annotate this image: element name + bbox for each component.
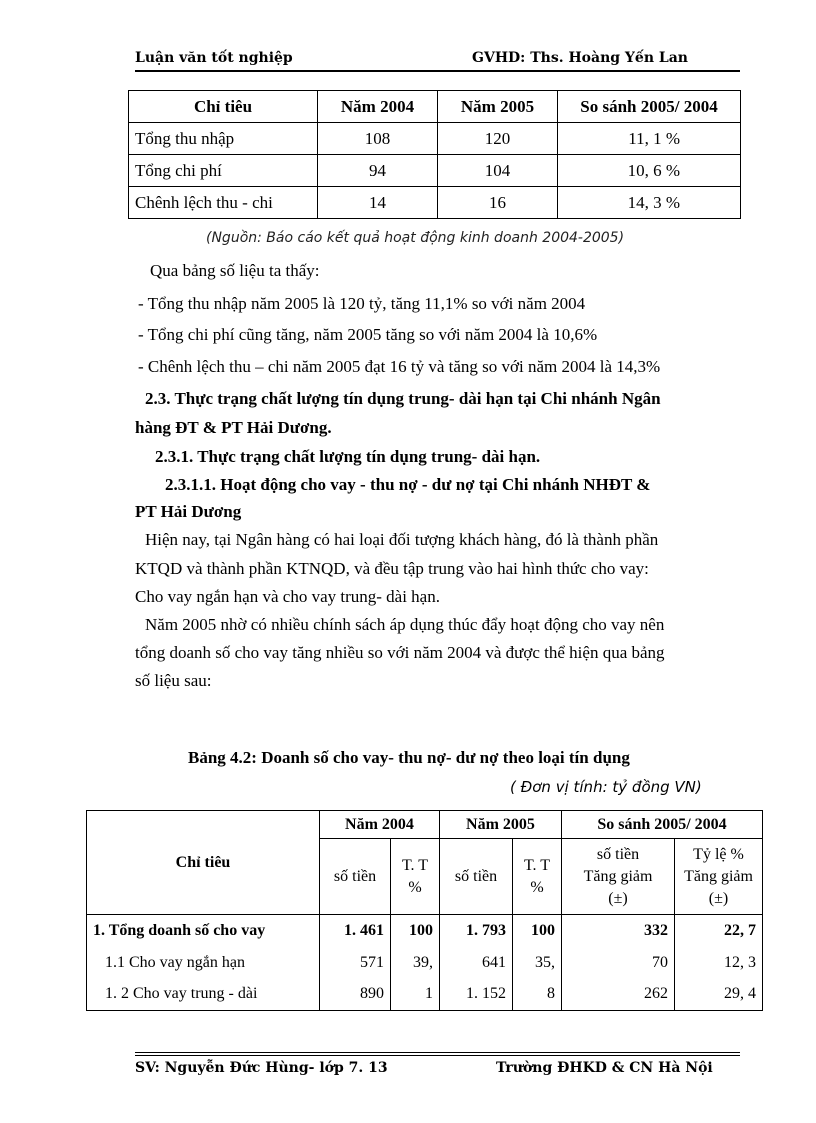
table-cell: Chênh lệch thu - chi xyxy=(129,187,318,219)
table-cell: Tổng chi phí xyxy=(129,155,318,187)
col-header xyxy=(675,839,763,915)
section-heading: 2.3. Thực trạng chất lượng tín dụng trung- dài hạn tại Chi nhánh Ngân xyxy=(145,389,661,408)
table-cell: 14, 3 % xyxy=(558,187,741,219)
paragraph: Qua bảng số liệu ta thấy: xyxy=(150,261,320,280)
table-row xyxy=(129,187,741,219)
bullet: - Tổng thu nhập năm 2005 là 120 tỷ, tăng 11,1% so với năm 2004 xyxy=(138,294,586,313)
paragraph: Hiện nay, tại Ngân hàng có hai loại đối tượng khách hàng, đó là thành phần xyxy=(145,530,659,549)
bullet: - Tổng chi phí cũng tăng, năm 2005 tăng so với năm 2004 là 10,6% xyxy=(138,325,598,344)
table-cell: 1.1 Cho vay ngắn hạn xyxy=(87,947,320,979)
col-header xyxy=(562,839,675,915)
table-header-row xyxy=(129,91,741,123)
table-cell: 332 xyxy=(562,915,675,947)
col-header: Năm 2004 xyxy=(318,91,438,123)
col-header-line: T. T xyxy=(523,856,551,874)
col-header: Năm 2004 xyxy=(320,811,440,839)
paragraph: Cho vay ngắn hạn và cho vay trung- dài hạn. xyxy=(135,587,440,606)
table-cell: 108 xyxy=(318,123,438,155)
col-header: Chỉ tiêu xyxy=(129,91,318,123)
section-heading: hàng ĐT & PT Hải Dương. xyxy=(135,418,332,437)
col-header: số tiền xyxy=(440,839,513,915)
footer-rule-top xyxy=(135,1052,740,1053)
income-table xyxy=(128,90,741,219)
col-header-line: Tỷ lệ % xyxy=(693,845,744,863)
table-row xyxy=(129,155,741,187)
table-cell: 94 xyxy=(318,155,438,187)
table-unit: ( Đơn vị tính: tỷ đồng VN) xyxy=(510,778,702,796)
bullet: - Chênh lệch thu – chi năm 2005 đạt 16 tỷ và tăng so với năm 2004 là 14,3% xyxy=(138,357,661,376)
table-cell: 70 xyxy=(562,947,675,979)
footer-left: SV: Nguyễn Đức Hùng- lớp 7. 13 xyxy=(135,1060,388,1076)
table-cell: 35, xyxy=(513,947,562,979)
col-header: Năm 2005 xyxy=(438,91,558,123)
subsubsection-heading: PT Hải Dương xyxy=(135,502,242,521)
footer-rule-bottom xyxy=(135,1055,740,1056)
header-rule xyxy=(135,70,740,72)
loan-table xyxy=(86,810,763,1011)
table-cell: 262 xyxy=(562,979,675,1011)
paragraph: tổng doanh số cho vay tăng nhiều so với năm 2004 và được thể hiện qua bảng xyxy=(135,643,665,662)
table-cell: 14 xyxy=(318,187,438,219)
col-header-line: % xyxy=(408,878,422,896)
paragraph: Năm 2005 nhờ có nhiều chính sách áp dụng thúc đẩy hoạt động cho vay nên xyxy=(145,615,665,634)
col-header-line: (±) xyxy=(608,889,628,907)
paragraph: KTQD và thành phần KTNQD, và đều tập trung vào hai hình thức cho vay: xyxy=(135,559,649,578)
table-cell: 10, 6 % xyxy=(558,155,741,187)
table-cell: 1. 461 xyxy=(320,915,391,947)
table-title: Bảng 4.2: Doanh số cho vay- thu nợ- dư nợ theo loại tín dụng xyxy=(188,748,630,767)
col-header-line: % xyxy=(530,878,544,896)
table-cell: Tổng thu nhập xyxy=(129,123,318,155)
table-cell: 22, 7 xyxy=(675,915,763,947)
col-header-line: số tiền xyxy=(596,845,640,863)
col-header-line: T. T xyxy=(401,856,429,874)
table-cell: 100 xyxy=(391,915,440,947)
table-row xyxy=(87,979,763,1011)
table-cell: 1. 2 Cho vay trung - dài xyxy=(87,979,320,1011)
table-row xyxy=(87,915,763,947)
col-header-line: Tăng giảm xyxy=(583,867,653,885)
header-left: Luận văn tốt nghiệp xyxy=(135,50,293,66)
col-header: So sánh 2005/ 2004 xyxy=(558,91,741,123)
col-header-line: (±) xyxy=(708,889,729,907)
table-row xyxy=(87,947,763,979)
col-header xyxy=(391,839,440,915)
table-cell: 641 xyxy=(440,947,513,979)
col-header: Năm 2005 xyxy=(440,811,562,839)
table-cell: 571 xyxy=(320,947,391,979)
table-source: (Nguồn: Báo cáo kết quả hoạt động kinh doanh 2004-2005) xyxy=(206,230,625,246)
table-cell: 11, 1 % xyxy=(558,123,741,155)
table-cell: 120 xyxy=(438,123,558,155)
table-cell: 1. 793 xyxy=(440,915,513,947)
table-cell: 100 xyxy=(513,915,562,947)
col-header xyxy=(513,839,562,915)
col-header: số tiền xyxy=(320,839,391,915)
col-header: Chỉ tiêu xyxy=(87,811,320,915)
footer-right: Trường ĐHKD & CN Hà Nội xyxy=(496,1060,713,1076)
subsubsection-heading: 2.3.1.1. Hoạt động cho vay - thu nợ - dư nợ tại Chi nhánh NHĐT & xyxy=(165,475,651,494)
table-cell: 1. Tổng doanh số cho vay xyxy=(87,915,320,947)
subsection-heading: 2.3.1. Thực trạng chất lượng tín dụng trung- dài hạn. xyxy=(155,447,541,466)
table-cell: 12, 3 xyxy=(675,947,763,979)
table-cell: 8 xyxy=(513,979,562,1011)
table-cell: 890 xyxy=(320,979,391,1011)
table-cell: 1. 152 xyxy=(440,979,513,1011)
table-cell: 1 xyxy=(391,979,440,1011)
table-header-row xyxy=(87,811,763,839)
col-header: So sánh 2005/ 2004 xyxy=(562,811,763,839)
col-header-line: Tăng giảm xyxy=(684,867,753,885)
table-cell: 39, xyxy=(391,947,440,979)
header-right: GVHD: Ths. Hoàng Yến Lan xyxy=(472,50,688,66)
table-cell: 29, 4 xyxy=(675,979,763,1011)
table-cell: 104 xyxy=(438,155,558,187)
table-cell: 16 xyxy=(438,187,558,219)
table-row xyxy=(129,123,741,155)
paragraph: số liệu sau: xyxy=(135,671,212,690)
